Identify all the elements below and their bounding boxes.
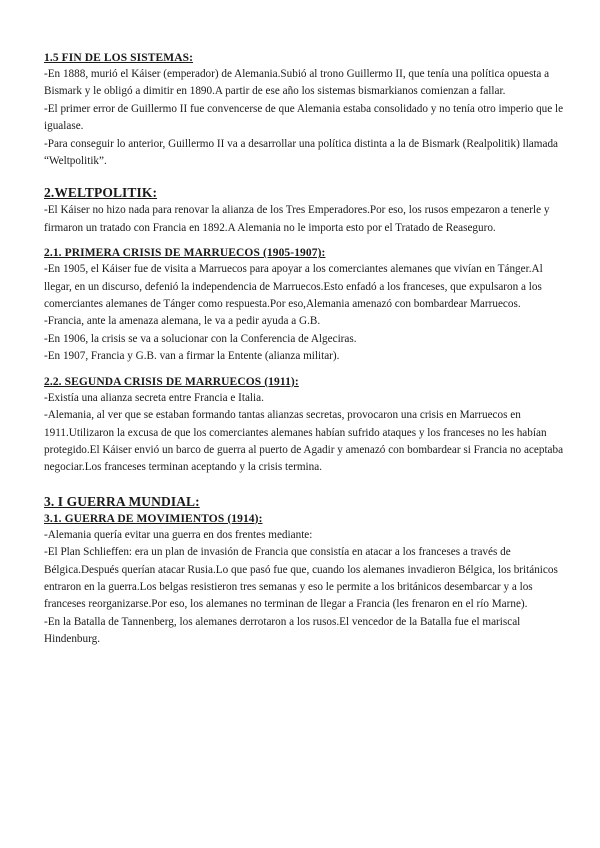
section-weltpolitik xyxy=(44,184,564,237)
paragraph: -Alemania, al ver que se estaban formando tantas alianzas secretas, provocaron una crisis en Marruecos en 1911.Utilizaron la excusa de que los comerciantes alemanes habían sufrido ataques y los franceses no les habían protegido.El Káiser envió un barco de guerra al puerto de Agadir y amenazó con bombardear si Francia no aceptaba negociar.Los franceses terminan aceptando y la crisis termina. xyxy=(44,409,564,474)
paragraph: -El primer error de Guillermo II fue convencerse de que Alemania estaba consolidado y no tenía otro imperio que le igualase. xyxy=(44,102,564,133)
section-heading: 3. I GUERRA MUNDIAL: xyxy=(44,493,200,509)
subsection-heading: 3.1. GUERRA DE MOVIMIENTOS (1914): xyxy=(44,512,263,525)
section-primera-guerra-mundial xyxy=(44,493,564,649)
section-fin-de-los-sistemas xyxy=(44,50,564,170)
paragraph: -El Plan Schlieffen: era un plan de invasión de Francia que consistía en atacar a los franceses a través de Bélgica.Después querían atacar Rusia.Lo que pasó fue que, cuando los alemanes invadieron Bélgica, los británicos entraron en la guerra.Los belgas resistieron tres semanas y eso le permite a los británicos desembarcar y a los franceses reorganizarse.Por eso, los alemanes no terminan de llegar a Francia (les frenaron en el río Marne). xyxy=(44,546,558,611)
paragraph: -En 1906, la crisis se va a solucionar con la Conferencia de Algeciras. xyxy=(44,332,357,345)
section-primera-crisis-marruecos xyxy=(44,245,564,365)
document-page xyxy=(44,50,564,649)
paragraph: -El Káiser no hizo nada para renovar la alianza de los Tres Emperadores.Por eso, los rusos empezaron a tenerle y firmaron un tratado con Francia en 1892.A Alemania no le importa esto por el Tratado de Reaseguro. xyxy=(44,204,550,234)
paragraph: -Para conseguir lo anterior, Guillermo II va a desarrollar una política distinta a la de Bismark (Realpolitik) llamada “Weltpolitik”. xyxy=(44,137,559,168)
paragraph: -En 1888, murió el Káiser (emperador) de Alemania.Subió al trono Guillermo II, que tenía una política opuesta a Bismark y le obligó a dimitir en 1890.A partir de ese año los sistemas bismarkianos comienzan a fallar. xyxy=(44,68,550,98)
paragraph: -Francia, ante la amenaza alemana, le va a pedir ayuda a G.B. xyxy=(44,315,321,328)
paragraph: -Existía una alianza secreta entre Francia e Italia. xyxy=(44,391,264,404)
section-heading: 1.5 FIN DE LOS SISTEMAS: xyxy=(44,52,194,64)
section-heading: 2.1. PRIMERA CRISIS DE MARRUECOS (1905-1907): xyxy=(44,247,326,260)
paragraph: -En la Batalla de Tannenberg, los alemanes derrotaron a los rusos.El vencedor de la Batalla fue el mariscal Hindenburg. xyxy=(44,615,521,646)
section-heading: 2.2. SEGUNDA CRISIS DE MARRUECOS (1911): xyxy=(44,375,299,388)
paragraph: -En 1907, Francia y G.B. van a firmar la Entente (alianza militar). xyxy=(44,350,340,363)
section-heading: 2.WELTPOLITIK: xyxy=(44,185,158,201)
section-segunda-crisis-marruecos xyxy=(44,374,564,477)
paragraph: -Alemania quería evitar una guerra en dos frentes mediante: xyxy=(44,528,313,541)
paragraph: -En 1905, el Káiser fue de visita a Marruecos para apoyar a los comerciantes alemanes que vivían en Tánger.Al llegar, en un discurso, defenió la independencia de Marruecos.Esto enfadó a los franceses, que expulsaron a los comerciantes alemanes de Tánger como respuesta.Por eso,Alemania amenazó con bombardear Marruecos. xyxy=(44,263,543,311)
